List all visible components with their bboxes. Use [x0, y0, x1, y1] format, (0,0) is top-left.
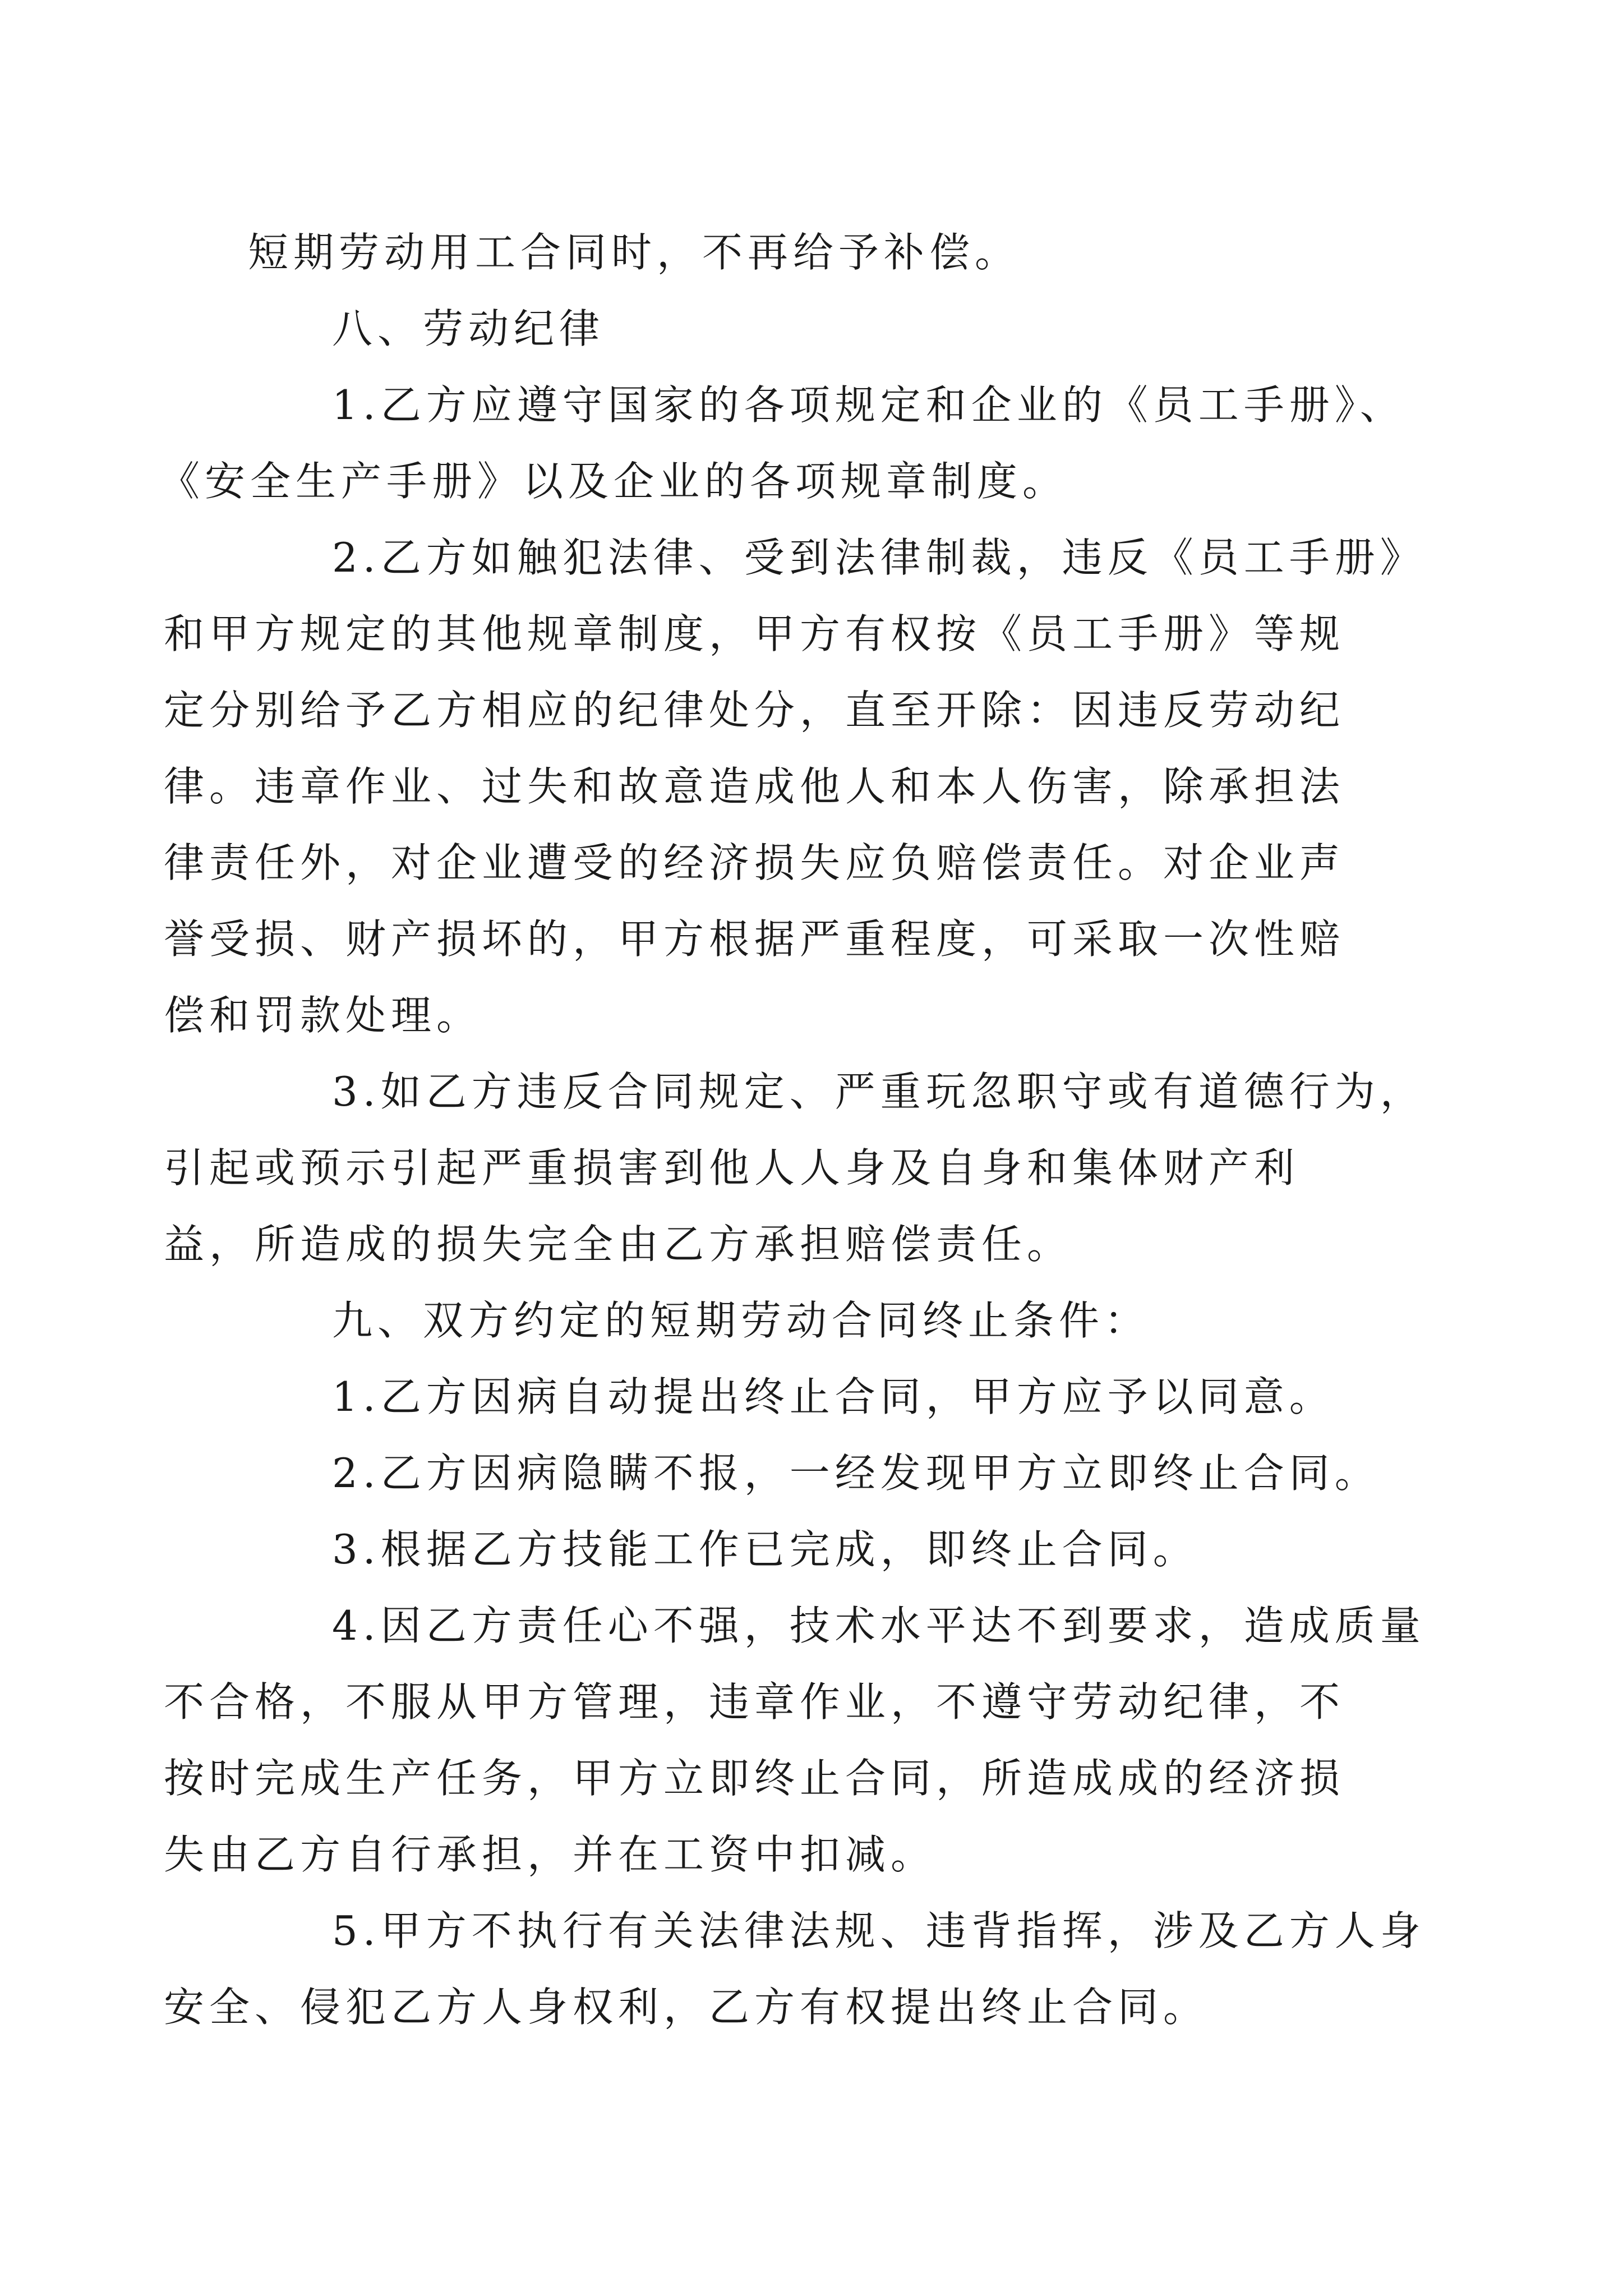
text-line: 誉受损、财产损坏的，甲方根据严重程度，可采取一次性赔 — [164, 915, 1345, 963]
section-heading-labor-discipline — [248, 291, 1392, 367]
paragraph-termination-item-3 — [248, 1511, 1392, 1588]
paragraph-termination-item-4 — [164, 1588, 1426, 1893]
paragraph-discipline-item-2 — [164, 519, 1426, 1053]
paragraph-termination-item-1 — [248, 1359, 1392, 1435]
text-line: 3.根据乙方技能工作已完成，即终止合同。 — [332, 1526, 1198, 1573]
text-line: 《安全生产手册》以及企业的各项规章制度。 — [159, 458, 1068, 505]
text-line: 和甲方规定的其他规章制度，甲方有权按《员工手册》等规 — [164, 610, 1345, 657]
text-line: 安全、侵犯乙方人身权利，乙方有权提出终止合同。 — [164, 1984, 1209, 2031]
text-line: 按时完成生产任务，甲方立即终止合同，所造成成的经济损 — [164, 1755, 1345, 1802]
text-line: 2.乙方如触犯法律、受到法律制裁，违反《员工手册》 — [332, 534, 1426, 581]
text-line: 定分别给予乙方相应的纪律处分，直至开除：因违反劳动纪 — [164, 687, 1345, 734]
text-line: 失由乙方自行承担，并在工资中扣减。 — [164, 1831, 937, 1878]
paragraph-discipline-item-3 — [164, 1053, 1426, 1282]
text-line: 3.如乙方违反合同规定、严重玩忽职守或有道德行为， — [332, 1068, 1426, 1115]
paragraph-termination-item-5 — [164, 1893, 1426, 2045]
text-line: 引起或预示引起严重损害到他人人身及自身和集体财产利 — [164, 1144, 1300, 1191]
text-line: 律责任外，对企业遭受的经济损失应负赔偿责任。对企业声 — [164, 839, 1345, 886]
paragraph-discipline-item-1 — [159, 367, 1405, 519]
text-line: 律。违章作业、过失和故意造成他人和本人伤害，除承担法 — [164, 763, 1345, 810]
text-line: 九、双方约定的短期劳动合同终止条件： — [332, 1297, 1150, 1344]
text-line: 短期劳动用工合同时，不再给予补偿。 — [248, 229, 1021, 276]
text-line: 1.乙方应遵守国家的各项规定和企业的《员工手册》、 — [332, 381, 1405, 429]
text-line: 益，所造成的损失完全由乙方承担赔偿责任。 — [164, 1221, 1073, 1268]
paragraph-compensation-end — [248, 214, 1392, 291]
text-line: 八、劳动纪律 — [332, 305, 605, 352]
document-body — [159, 214, 1426, 2045]
text-line: 2.乙方因病隐瞒不报，一经发现甲方立即终止合同。 — [332, 1450, 1380, 1497]
text-line: 5.甲方不执行有关法律法规、违背指挥，涉及乙方人身 — [332, 1907, 1426, 1954]
text-line: 4.因乙方责任心不强，技术水平达不到要求，造成质量 — [332, 1602, 1426, 1649]
text-line: 偿和罚款处理。 — [164, 992, 482, 1039]
text-line: 不合格，不服从甲方管理，违章作业，不遵守劳动纪律，不 — [164, 1678, 1345, 1726]
text-line: 1.乙方因病自动提出终止合同，甲方应予以同意。 — [332, 1373, 1335, 1420]
paragraph-termination-item-2 — [248, 1435, 1392, 1511]
section-heading-termination-conditions — [248, 1282, 1392, 1359]
